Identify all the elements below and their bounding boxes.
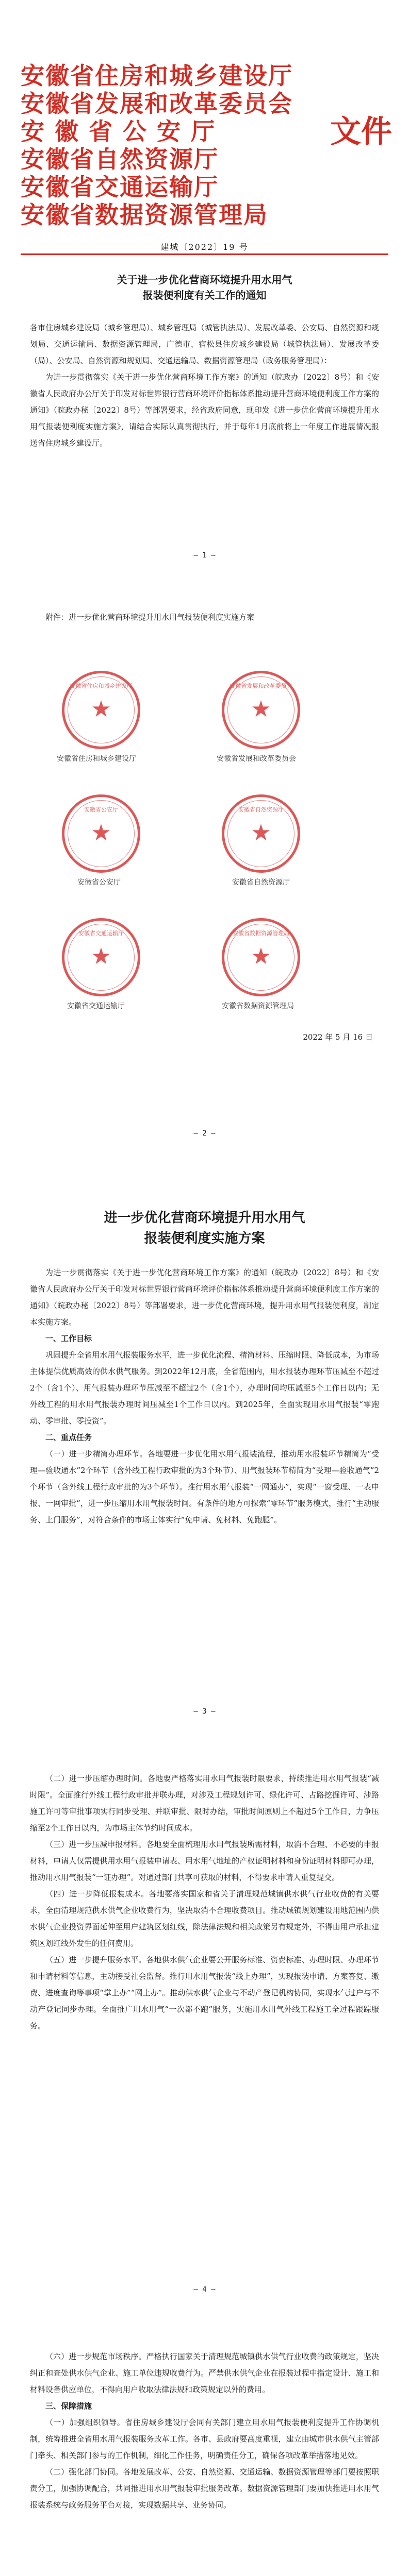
issuer-2: 安徽省发展和改革委员会 (21, 90, 293, 117)
star-icon: ★ (91, 696, 111, 722)
attachment-block (30, 609, 379, 625)
notice-title-line2: 报装便利度有关工作的通知 (142, 289, 267, 301)
page-5 (0, 2312, 409, 2576)
seal-6: 安徽省数据资源管理局 ★ (222, 918, 300, 996)
red-divider (21, 253, 388, 255)
goals-paragraph: 巩固提升全省用水用气报装服务水平，进一步优化流程、精简材料、压缩时限、降低成本，为市场主体提供优质高效的供水供气服务。到2022年12月底，全省范围内，用水报装办理环节压减至不超过2个（含1个）、用气报装办理环节压减至不超过2个（含1个），办理时间均压减至5个工作日以内；无外线工程的用水用气报装办理时间压减至1个工作日以内。到2025年，全面实现用水用气报装“零跑动、零审批、零投资”。 (30, 1350, 379, 1426)
seal-caption-4: 安徽省自然资源厅 (232, 878, 290, 887)
page-1 (0, 0, 409, 578)
wenjian-label: 文件 (330, 114, 392, 150)
document-number: 建城〔2022〕19 号 (160, 242, 249, 252)
seal-2: 安徽省发展和改革委员会 ★ (222, 671, 300, 749)
seal-3: 安徽省公安厅 ★ (62, 794, 140, 873)
section-heading-tasks: 二、重点任务 (45, 1433, 92, 1442)
seal-5: 安徽省交通运输厅 ★ (62, 918, 140, 996)
scheme-title (31, 1208, 378, 1249)
seal-4: 安徽省自然资源厅 ★ (222, 794, 300, 873)
issuer-4: 安徽省自然资源厅 (21, 145, 219, 173)
notice-intro: 为进一步贯彻落实《关于进一步优化营商环境工作方案》的通知（皖政办〔2022〕8号）和《安徽省人民政府办公厅关于印发对标世界银行营商环境评价指标体系推动提升营商环境便利度工作方案的通知》（皖政办秘〔2022〕8号）等部署要求，经省政府同意，现印发《进一步优化营商环境提升用水用气报装便利度实施方案》，请结合实际认真贯彻执行，并于每年1月底前将上一年度工作进展情况报送省住房城乡建设厅。 (30, 372, 379, 448)
notice-title-line1: 关于进一步优化营商环境提升用水用气 (117, 274, 292, 286)
task-5: （五）进一步提升服务水平。各地供水供气企业要公开服务标准、资费标准、办理时限、办理环节和申请材料等信息，主动接受社会监督。推行用水用气报装“线上办理”，实现报装申请、方案答复、缴费、进度查询等事项“掌上办”“网上办”。推动供水供气企业与不动产登记机构协同，实现水气过户与不动产登记同步办理。全面推广用水用气“一次都不跑”服务，实施用水用气外线工程施工全过程跟踪服务。 (30, 1955, 379, 2030)
page-3 (0, 1156, 409, 1734)
issuer-5: 安徽省交通运输厅 (21, 173, 219, 201)
page-number: — 4 — (193, 2285, 216, 2294)
attachment-line: 附件：进一步优化营商环境提升用水用气报装便利度实施方案 (45, 613, 255, 622)
scheme-title-line2: 报装便利度实施方案 (144, 1231, 265, 1246)
page-number: — 2 — (193, 1129, 216, 1138)
notice-body (30, 319, 379, 451)
scheme-body-part2 (30, 1770, 379, 2034)
safeguard-2: （二）强化部门协同。各地发展改革、公安、自然资源、交通运输、数据资源管理等部门要按照职责分工，加强协调配合，共同推进用水用气报装审批服务改革。数据资源管理部门要加快推进用水用气报装系统与政务服务平台对接，实现数据共享、业务协同。 (30, 2467, 379, 2510)
signoff-date: 2022 年 5 月 16 日 (303, 1032, 373, 1042)
seal-caption-1: 安徽省住房和城乡建设厅 (57, 755, 136, 763)
issuer-list (21, 62, 330, 229)
star-icon: ★ (91, 820, 111, 846)
page-2 (0, 578, 409, 1156)
star-icon: ★ (251, 943, 271, 970)
addressee: 各市住房城乡建设局（城乡管理局）、城乡管理局（城管执法局）、发展改革委、公安局、自然资源和规划局、交通运输局、数据资源管理局，广德市、宿松县住房城乡建设局（城管执法局）、发展改革委（局）、公安局、自然资源和规划局、交通运输局、数据资源管理局（政务服务管理局）： (30, 323, 379, 365)
seal-1: 安徽省住房和城乡建设厅 ★ (62, 671, 140, 749)
issuer-1: 安徽省住房和城乡建设厅 (21, 62, 293, 90)
task-3: （三）进一步压减申报材料。各地要全面梳理用水用气报装所需材料，取消不合理、不必要的申报材料，申请人仅需提供用水用气报装申请表、用水用气地址的产权证明材料和身份证明材料即可办理，推动用水用气报装“一证办理”。对通过部门共享可获取的材料，不得要求申请人重复提交。 (30, 1840, 379, 1882)
issuer-3: 安 徽 省 公 安 厅 (21, 117, 216, 145)
section-heading-goals: 一、工作目标 (45, 1334, 92, 1343)
page-number: — 1 — (193, 551, 216, 560)
task-6: （六）进一步规范市场秩序。严格执行国家关于清理规范城镇供水供气行业收费的政策规定，坚决纠正和查处供水供气企业、施工单位违规收费行为。严禁供水供气企业在报装过程中指定设计、施工和材料设备供应单位，不得向用户收取法律法规和政策规定以外的费用。 (30, 2352, 379, 2394)
seal-caption-2: 安徽省发展和改革委员会 (217, 755, 296, 763)
page-number: — 3 — (193, 1707, 216, 1716)
star-icon: ★ (91, 943, 111, 970)
issuer-6: 安徽省数据资源管理局 (21, 201, 268, 229)
star-icon: ★ (251, 820, 271, 846)
section-heading-safeguards: 三、保障措施 (45, 2401, 92, 2411)
scheme-body-part3 (30, 2348, 379, 2513)
task-2: （二）进一步压缩办理时间。各地要严格落实用水用气报装时限要求，持续推进用水用气报装“减时限”。全面推行外线工程行政审批并联办理，对涉及工程规划许可、绿化许可、占路挖掘许可、涉路施工许可等审批事项实行同步受理、并联审批、限时办结，审批时间原则上不超过5个工作日，力争压缩至2个工作日以内，为市场主体节约时间成本。 (30, 1774, 379, 1833)
seal-caption-5: 安徽省交通运输厅 (67, 1002, 125, 1010)
page-4 (0, 1734, 409, 2312)
notice-title (31, 272, 378, 303)
seal-caption-3: 安徽省公安厅 (77, 878, 121, 887)
safeguard-1: （一）加强组织领导。省住房城乡建设厅会同有关部门建立用水用气报装便利度提升工作协调机制，统筹推进全省用水用气报装服务改革工作。各市、县政府要高度重视，建立由城市供水供气主管部门牵头、相关部门参与的工作机制，细化工作任务，明确责任分工，确保各项改革举措落地见效。 (30, 2418, 379, 2460)
task-4: （四）进一步降低报装成本。各地要落实国家和省关于清理规范城镇供水供气行业收费的有关要求，全面清理规范供水供气企业收费行为，坚决取消不合理收费项目。推动城镇规划建设用地范围内供水供气企业投资界面延伸至用户建筑区划红线，除法律法规和相关政策另有规定外，不得由用户承担建筑区划红线外发生的任何费用。 (30, 1889, 379, 1948)
seal-caption-6: 安徽省数据资源管理局 (222, 1002, 294, 1010)
scheme-body-part1 (30, 1264, 379, 1528)
task-1: （一）进一步精简办理环节。各地要进一步优化用水用气报装流程，推动用水报装环节精简为“受理—验收通水”2个环节（含外线工程行政审批的为3个环节）、用气报装环节精简为“受理—验收通气”2个环节（含外线工程行政审批的为3个环节）。推行用水用气报装“一网通办”，实现“一窗受理、一表申报、一网审批”，进一步压缩用水用气报装时间。有条件的地方可探索“零环节”服务模式，推行“主动服务、上门服务”，对符合条件的市场主体实行“免申请、免材料、免跑腿”。 (30, 1449, 379, 1524)
scheme-title-line1: 进一步优化营商环境提升用水用气 (104, 1210, 305, 1226)
star-icon: ★ (251, 696, 271, 722)
scheme-intro: 为进一步贯彻落实《关于进一步优化营商环境工作方案》的通知（皖政办〔2022〕8号）和《安徽省人民政府办公厅关于印发对标世界银行营商环境评价指标体系推动提升营商环境便利度工作方案的通知》（皖政办秘〔2022〕8号）等部署要求，进一步优化营商环境，提升用水用气报装便利度，制定本实施方案。 (30, 1268, 379, 1327)
